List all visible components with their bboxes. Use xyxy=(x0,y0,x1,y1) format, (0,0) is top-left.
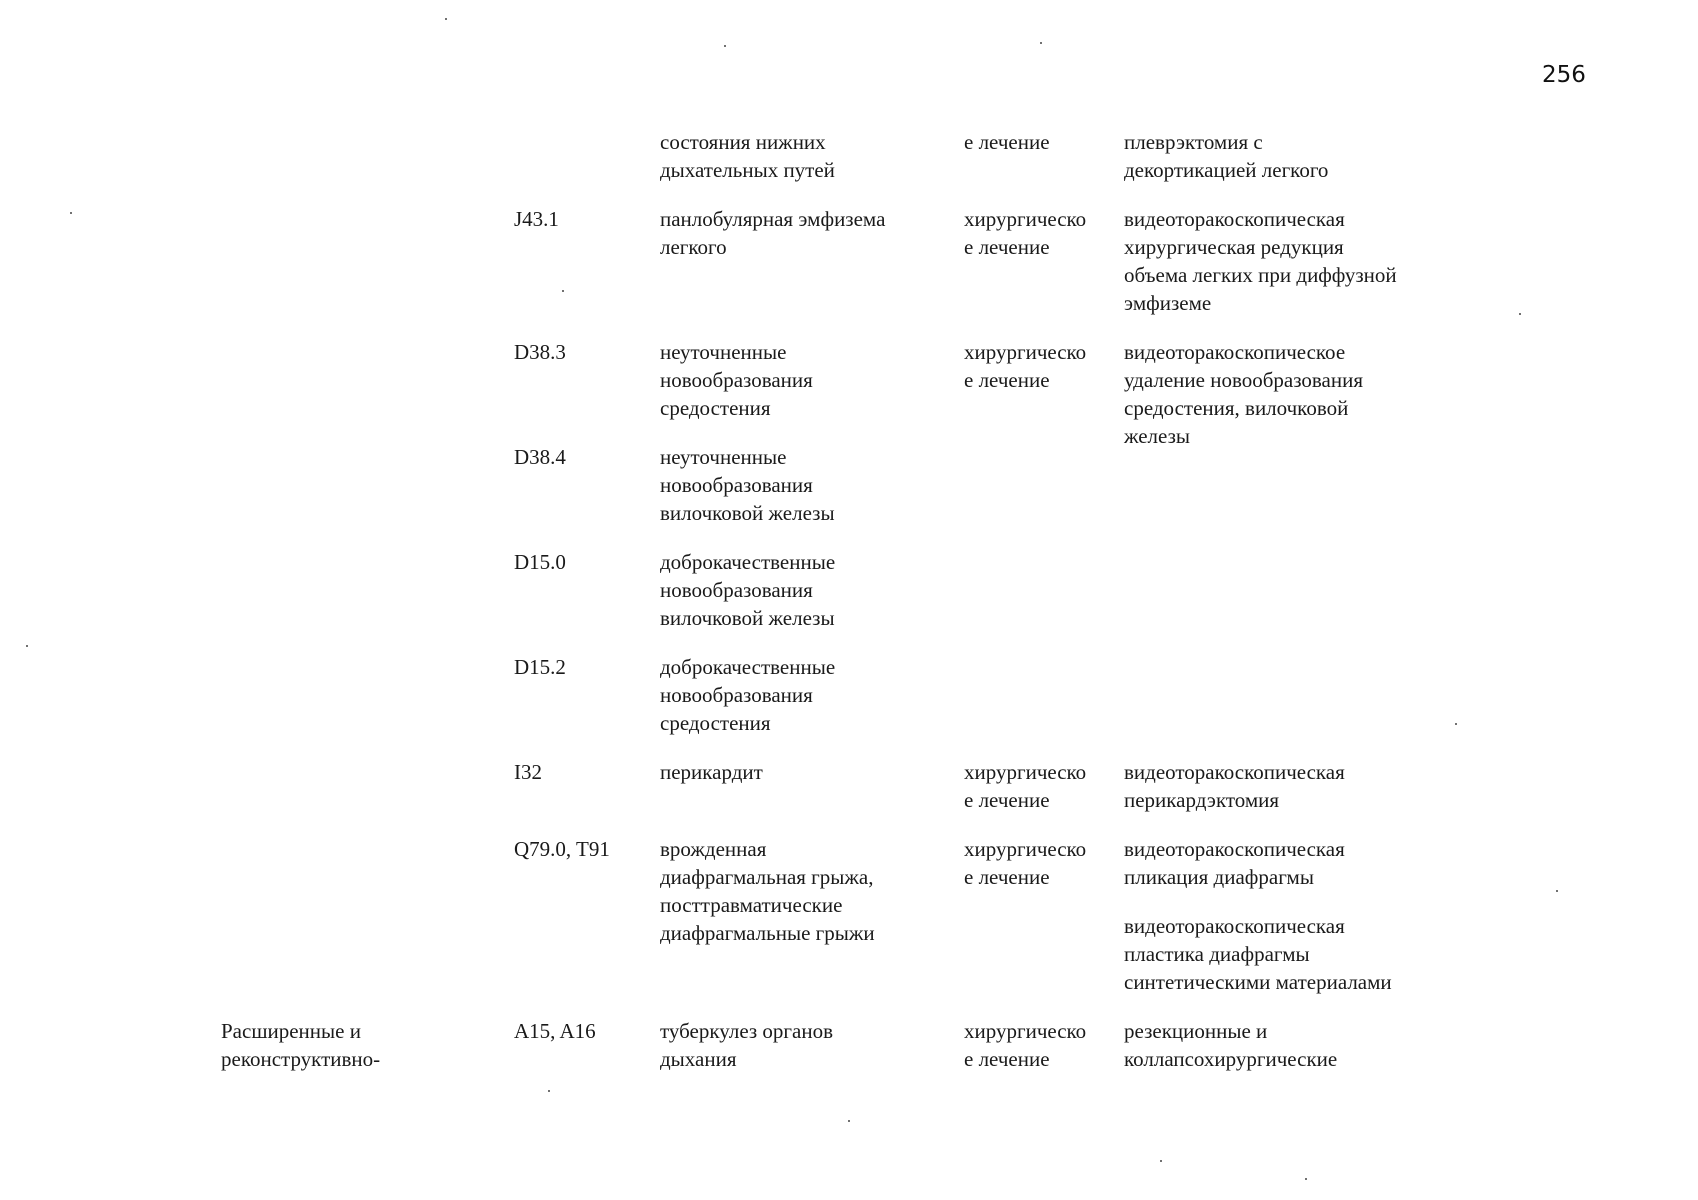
row-3-diagnosis: неуточненные новообразования вилочковой железы xyxy=(660,445,835,525)
row-5-code: D15.2 xyxy=(514,655,566,679)
row-1-diagnosis: панлобулярная эмфизема легкого xyxy=(660,207,886,259)
scan-speck xyxy=(1455,723,1457,725)
scan-speck xyxy=(1160,1160,1162,1162)
row-7-method-2: видеоторакоскопическая пластика диафрагмы синтетическими материалами xyxy=(1124,914,1392,994)
row-4-diagnosis: доброкачественные новообразования вилочковой железы xyxy=(660,550,836,630)
row-7-method-1: видеоторакоскопическая пликация диафрагмы xyxy=(1124,837,1345,889)
row-1-code: J43.1 xyxy=(514,207,559,231)
row-4-code: D15.0 xyxy=(514,550,566,574)
scan-speck xyxy=(724,45,726,47)
scan-speck xyxy=(445,18,447,20)
row-8-category: Расширенные и реконструктивно- xyxy=(221,1019,381,1071)
scan-speck xyxy=(1519,313,1521,315)
row-6-treatment: хирургическо е лечение xyxy=(964,760,1087,812)
row-1-method-1: видеоторакоскопическая хирургическая редукция объема легких при диффузной эмфиземе xyxy=(1124,207,1397,315)
row-7-diagnosis: врожденная диафрагмальная грыжа, посттравматические диафрагмальные грыжи xyxy=(660,837,875,945)
scan-speck xyxy=(548,1090,550,1092)
row-0-method-1: плеврэктомия с декортикацией легкого xyxy=(1124,130,1329,182)
row-7-treatment: хирургическо е лечение xyxy=(964,837,1087,889)
row-3-code: D38.4 xyxy=(514,445,566,469)
row-2-method-1: видеоторакоскопическое удаление новообразования средостения, вилочковой железы xyxy=(1124,340,1363,448)
scan-speck xyxy=(1040,42,1042,44)
row-8-treatment: хирургическо е лечение xyxy=(964,1019,1087,1071)
row-8-code: A15, A16 xyxy=(514,1019,596,1043)
scan-speck xyxy=(70,212,72,214)
row-8-diagnosis: туберкулез органов дыхания xyxy=(660,1019,834,1071)
row-2-treatment: хирургическо е лечение xyxy=(964,340,1087,392)
row-2-code: D38.3 xyxy=(514,340,566,364)
row-0-treatment: е лечение xyxy=(964,130,1050,154)
row-6-code: I32 xyxy=(514,760,542,784)
row-2-diagnosis: неуточненные новообразования средостения xyxy=(660,340,813,420)
scan-speck xyxy=(562,290,564,292)
row-7-code: Q79.0, T91 xyxy=(514,837,610,861)
row-1-treatment: хирургическо е лечение xyxy=(964,207,1087,259)
row-8-method-1: резекционные и коллапсохирургические xyxy=(1124,1019,1338,1071)
row-6-diagnosis: перикардит xyxy=(660,760,763,784)
scan-speck xyxy=(848,1120,850,1122)
row-5-diagnosis: доброкачественные новообразования средостения xyxy=(660,655,836,735)
row-6-method-1: видеоторакоскопическая перикардэктомия xyxy=(1124,760,1345,812)
scan-speck xyxy=(26,645,28,647)
scan-speck xyxy=(1556,890,1558,892)
row-0-diagnosis: состояния нижних дыхательных путей xyxy=(660,130,835,182)
scan-speck xyxy=(1305,1178,1307,1180)
page-number: 256 xyxy=(1542,62,1586,88)
